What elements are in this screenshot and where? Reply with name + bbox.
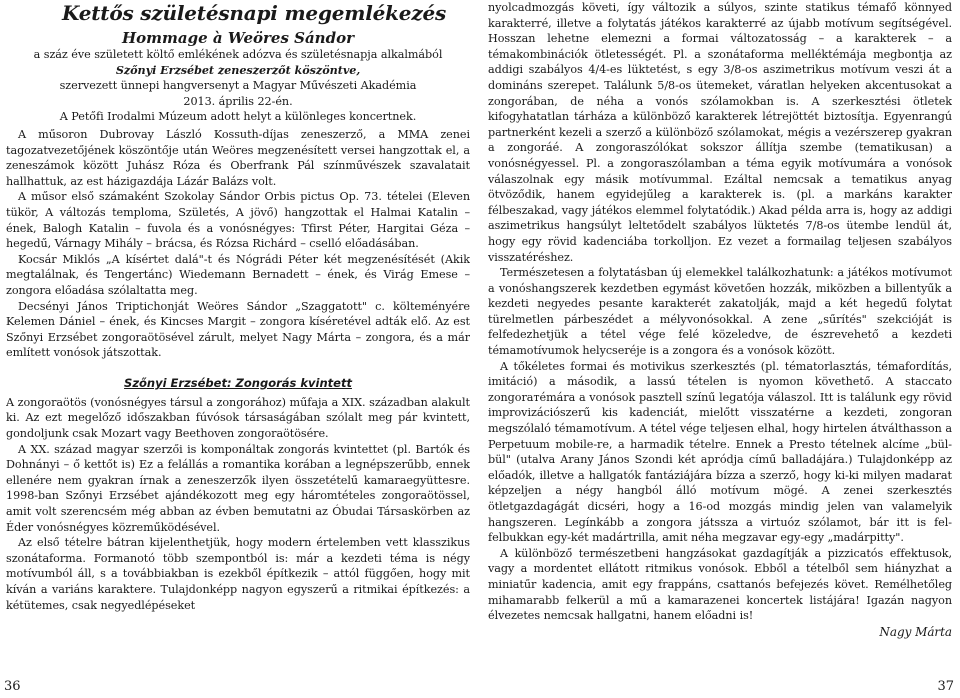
section-paragraph: Az első tételre bátran kijelenthetjük, hogy modern értelemben vett klasszikus szonátaforma. Formanotó több szempontból is: már a kezdeti téma is négy motívumból áll, s a továbbiakban is ezekből építkezik – attól függően, hogy mit kíván a variáns karaktere. Tulajdonképp nagyon egyszerű a ritmikai építkezés: a kétütemes, csak negyedlépéseket — [6, 536, 470, 612]
intro-line: a száz éve született költő emlékének adózva és születésnapja alkalmából — [33, 48, 443, 61]
article-title: Kettős születésnapi megemlékezés — [62, 1, 447, 25]
intro-line: szervezett ünnepi hangversenyt a Magyar Művészeti Akadémia — [59, 79, 417, 93]
body-paragraph: A tőkéletes formai és motivikus szerkesztés (pl. tématorlasztás, témafordítás, imitáció) a második, a lassú tételen is nyomon követhető. A staccato zongorатémára a vonósok pasztell színű legatója válaszol. Itt is találunk egy rövid improvizációszerű kis kadenciát, mielőtt visszatérne a kezdeti, zongoran megszólaló témamotívum. A tétel vége teljesen elhal, hogy hirtelen átválthasson a Perpetuum mobile-re, a harmadik tételre. Ennek a Presto tételnek alcíme „bül-bül" (utalva Arany János Szondi két apródja című balladájára.) Tulajdonképp az előadók, illetve a hallgatók fantáziájára bízza a szerző, hogy ki-ki milyen madarat képzeljen a négy hangból álló motívum mögé. A zenei szerkesztés ötletgazdagágát dicséri, hogy a 16-od mozgás mindig jelen van valamelyik hangszeren. Legínkább a zongora játssza a virtuóz szólamot, bár itt is fel-felbukkan egy-két madártrilla, amit néha megzavar egy-egy „madárpitty". — [488, 359, 952, 545]
left-page — [0, 0, 478, 698]
author-signature: Nagy Márta — [879, 624, 952, 639]
body-paragraph: A műsor első számaként Szokolay Sándor Orbis pictus Op. 73. tételei (Eleven tükör, A változás temploma, Születés, A jövő) hangzottak el Halmai Katalin – ének, Balogh Katalin – fuvola és a vonósnégyes: Tfirst Péter, Hargitai Géza – hegedű, Várnagy Mihály – brácsa, és Rózsa Richárd – cselló előadásában. — [6, 190, 470, 251]
intro-line: Szőnyi Erzsébet zeneszerzőt köszöntve, — [115, 62, 361, 77]
intro-line: A Petőfi Irodalmi Múzeum adott helyt a különleges koncertnek. — [59, 110, 417, 124]
body-paragraph: A műsoron Dubrovay László Kossuth-díjas zeneszerző, a MMA zenei tagozatvezetőjének köszöntője után Weöres megzenésített versei hangzottak el, a zeneszámok között Juhász Róza és Oberfrank Pál színművészek szavalatait hallhattuk, az est házigazdája Lázár Balázs volt. — [6, 127, 470, 188]
section-title: Szőnyi Erzsébet: Zongorás kvintett — [124, 375, 352, 390]
body-paragraph: A különböző természetbeni hangzásokat gazdagítják a pizzicatós effektusok, vagy a mordentet ellátott ritmikus vonósok. Ebből a tételből sem hiányzhat a miniatűr kadencia, amit egy frappáns, csattanós befejezés követ. Remélhetőleg mihamarabb felkerül a mű a kamarazenei koncertek listájára! Igazán nagyon élvezetes nemcsak hallgatni, hanem előadni is! — [488, 546, 952, 623]
right-page — [482, 0, 960, 698]
section-paragraph: A zongoraötös (vonósnégyes társul a zongorához) műfaja a XIX. században alakult ki. Az ezt megelőző időszakban fúvósok társaságában szólalt meg pár kvintett, gondoljunk csak Mozart vagy Beethoven zongoraötösére. — [6, 395, 470, 441]
body-paragraph: Decsényi János Triptichonját Weöres Sándor „Szaggatott" c. költeményére Kelemen Dániel – ének, és Kincses Margit – zongora kíséretével adták elő. Az est Szőnyi Erzsébet zongoraötösével zárult, melyet Nagy Márta – zongora, és a már említett vonósok játszottak. — [6, 299, 470, 360]
left-column — [6, 0, 470, 672]
page-number: 37 — [937, 679, 954, 694]
body-paragraph: Természetesen a folytatásban új elemekkel találkozhatunk: a játékos motívumot a vonóshangszerek kezdetben egymást követően hozzák, miközben a billentyűk a kezdeti negyedes pesante karakterét zakatolják, majd a két hegedű folytat türelmetlen párbeszédet a mélyvonósokkal. A zene „sűrítés" szekcióját is felfedezhetjük a tétel vége felé közeledve, de észrevehető a kezdeti témamotívumok helycseréje is a zongora és a vonósok között. — [488, 266, 952, 358]
intro-line: 2013. április 22-én. — [183, 94, 293, 108]
right-column — [488, 0, 952, 672]
section-paragraph: A XX. század magyar szerzői is komponáltak zongorás kvintettet (pl. Bartók és Dohnányi – ő kettőt is) Ez a felállás a romantika korában a legnépszerűbb, ennek ellenére nem gyakran írnak a zeneszerzők ilyen összetételű kamaraegyüttesre. 1998-ban Szőnyi Erzsébet ajándékozott meg egy háromtételes zongoraötössel, amit volt szerencsém még abban az évben bemutatni az Óbudai Társaskörben az Éder vonósnégyes közreműködésével. — [6, 442, 470, 534]
body-paragraph: nyolcadmozgás követi, így változik a súlyos, szinte statikus témafő könnyed karakterré, illetve a folytatás játékos karakterré az újabb motívum segítségével. Hosszan lehetne elemezni a formai változatosság – a karakterek – a témakombinációk ötletességét. Pl. a szonátaforma melléktémája megbontja az addigi szabályos 4/4-es lüktetést, s egy 3/8-os aszimetrikus motívum veszi át a domináns szerepet. Találunk 5/8-os ütemeket, váratlan helyeken akcentusokat a zongorában, de néha a vonós szólamokban is. A szerkesztési ötletek kifogyhatatlan tárháza a különböző karakterek létrejöttét biztosítja. Egyenrangú partnerként kezeli a szerző a különböző szólamokat, mégis a vezérszerep gyakran a zongoráé. A zongoraszólókat sokszor állítja szembe (tematikusan) a vonósnégyessel. Pl. a zongoraszólamban a téma egyik motívumára a vonósok válaszolnak egy másik motívummal. Ezáltal nemcsak a tematikus anyag ötvöződik, hanem egyidejűleg a karakterek is. (pl. a markáns karakter félbeszakad, vagy játékos elemmel folytatódik.) Akad példa arra is, hogy az addigi aszimetrikus hangsúlyt leltetődelt szabályos lüktetés 7/8-os ütembe lendül át, hogy egy rövid kadenciába torkolljon. Ez vezet a formailag teljesen szabályos visszatéréshez. — [488, 1, 952, 264]
article-subtitle: Hommage à Weöres Sándor — [122, 29, 354, 47]
body-paragraph: Kocsár Miklós „A kísértet dalá"-t és Nógrádi Péter két megzenésítését (Akik megtalálnak, és Tengertánc) Wiedemann Bernadett – ének, és Virág Emese – zongora előadása szólaltatta meg. — [6, 252, 470, 297]
page-number: 36 — [4, 679, 21, 694]
